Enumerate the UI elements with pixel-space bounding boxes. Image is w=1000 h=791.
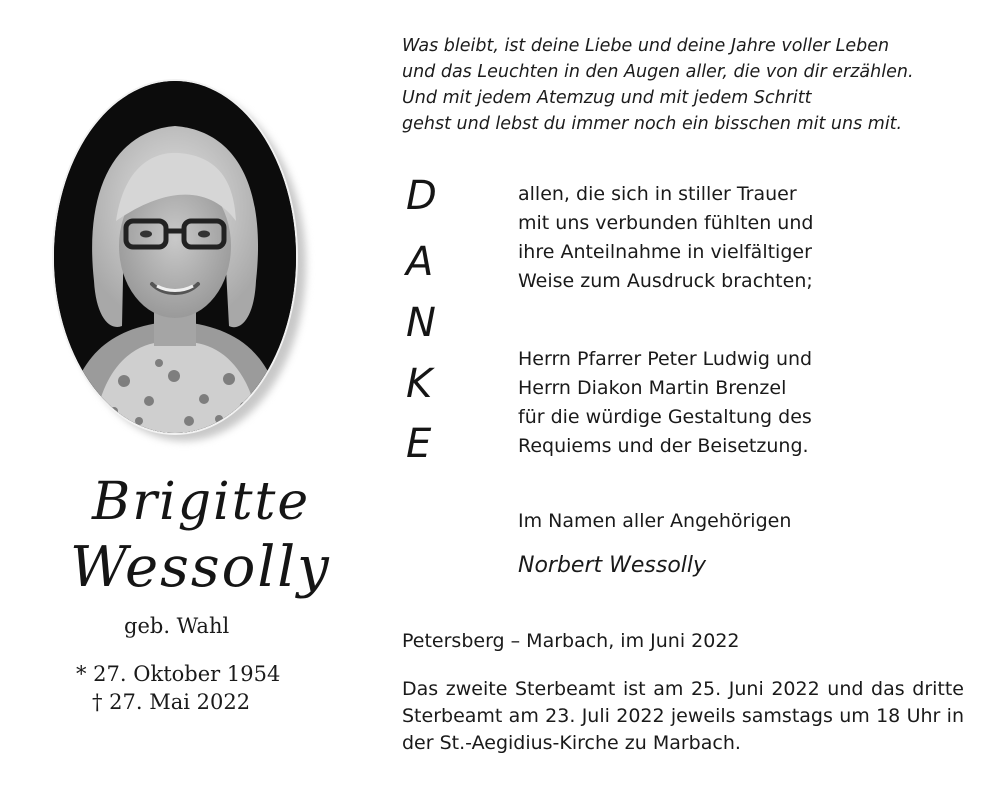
- death-date: † 27. Mai 2022: [92, 690, 251, 714]
- danke-letter: N: [406, 300, 436, 346]
- maiden-name: geb. Wahl: [124, 614, 230, 638]
- thanks-line: Herrn Pfarrer Peter Ludwig und: [518, 348, 813, 370]
- danke-letter: A: [406, 239, 434, 285]
- deceased-first-name: Brigitte: [92, 472, 311, 532]
- deceased-last-name: Wessolly: [70, 535, 331, 600]
- thanks-paragraph-clergy: [518, 345, 812, 461]
- portrait-frame: [50, 77, 308, 447]
- portrait-photo: [52, 79, 298, 435]
- poem-line: gehst und lebst du immer noch ein bisschen mit uns mit.: [402, 114, 903, 134]
- thanks-line: für die würdige Gestaltung des: [518, 406, 812, 428]
- mass-notice: Das zweite Sterbeamt ist am 25. Juni 2022 und das dritte Sterbeamt am 23. Juli 2022 jeweils samstags um 18 Uhr in der St.-Aegidius-Kirche zu Marbach.: [402, 678, 964, 754]
- place-date: Petersberg – Marbach, im Juni 2022: [402, 630, 740, 652]
- signer-name: Norbert Wessolly: [518, 553, 707, 578]
- memorial-poem: [402, 33, 962, 137]
- portrait-illustration: [54, 81, 296, 433]
- family-line: Im Namen aller Angehörigen: [518, 510, 792, 532]
- danke-letter: E: [406, 421, 432, 467]
- danke-letter: K: [406, 361, 433, 407]
- thanks-line: mit uns verbunden fühlten und: [518, 212, 814, 234]
- thanks-line: Requiems und der Beisetzung.: [518, 435, 809, 457]
- poem-line: Was bleibt, ist deine Liebe und deine Jahre voller Leben: [402, 36, 890, 56]
- thanks-line: Herrn Diakon Martin Brenzel: [518, 377, 787, 399]
- poem-line: Und mit jedem Atemzug und mit jedem Schritt: [402, 88, 812, 108]
- thanks-paragraph-mourners: [518, 180, 813, 296]
- danke-letter: D: [406, 173, 437, 219]
- thanks-line: Weise zum Ausdruck brachten;: [518, 270, 813, 292]
- birth-date: * 27. Oktober 1954: [76, 662, 281, 686]
- poem-line: und das Leuchten in den Augen aller, die von dir erzählen.: [402, 62, 914, 82]
- thanks-line: ihre Anteilnahme in vielfältiger: [518, 241, 812, 263]
- thanks-line: allen, die sich in stiller Trauer: [518, 183, 797, 205]
